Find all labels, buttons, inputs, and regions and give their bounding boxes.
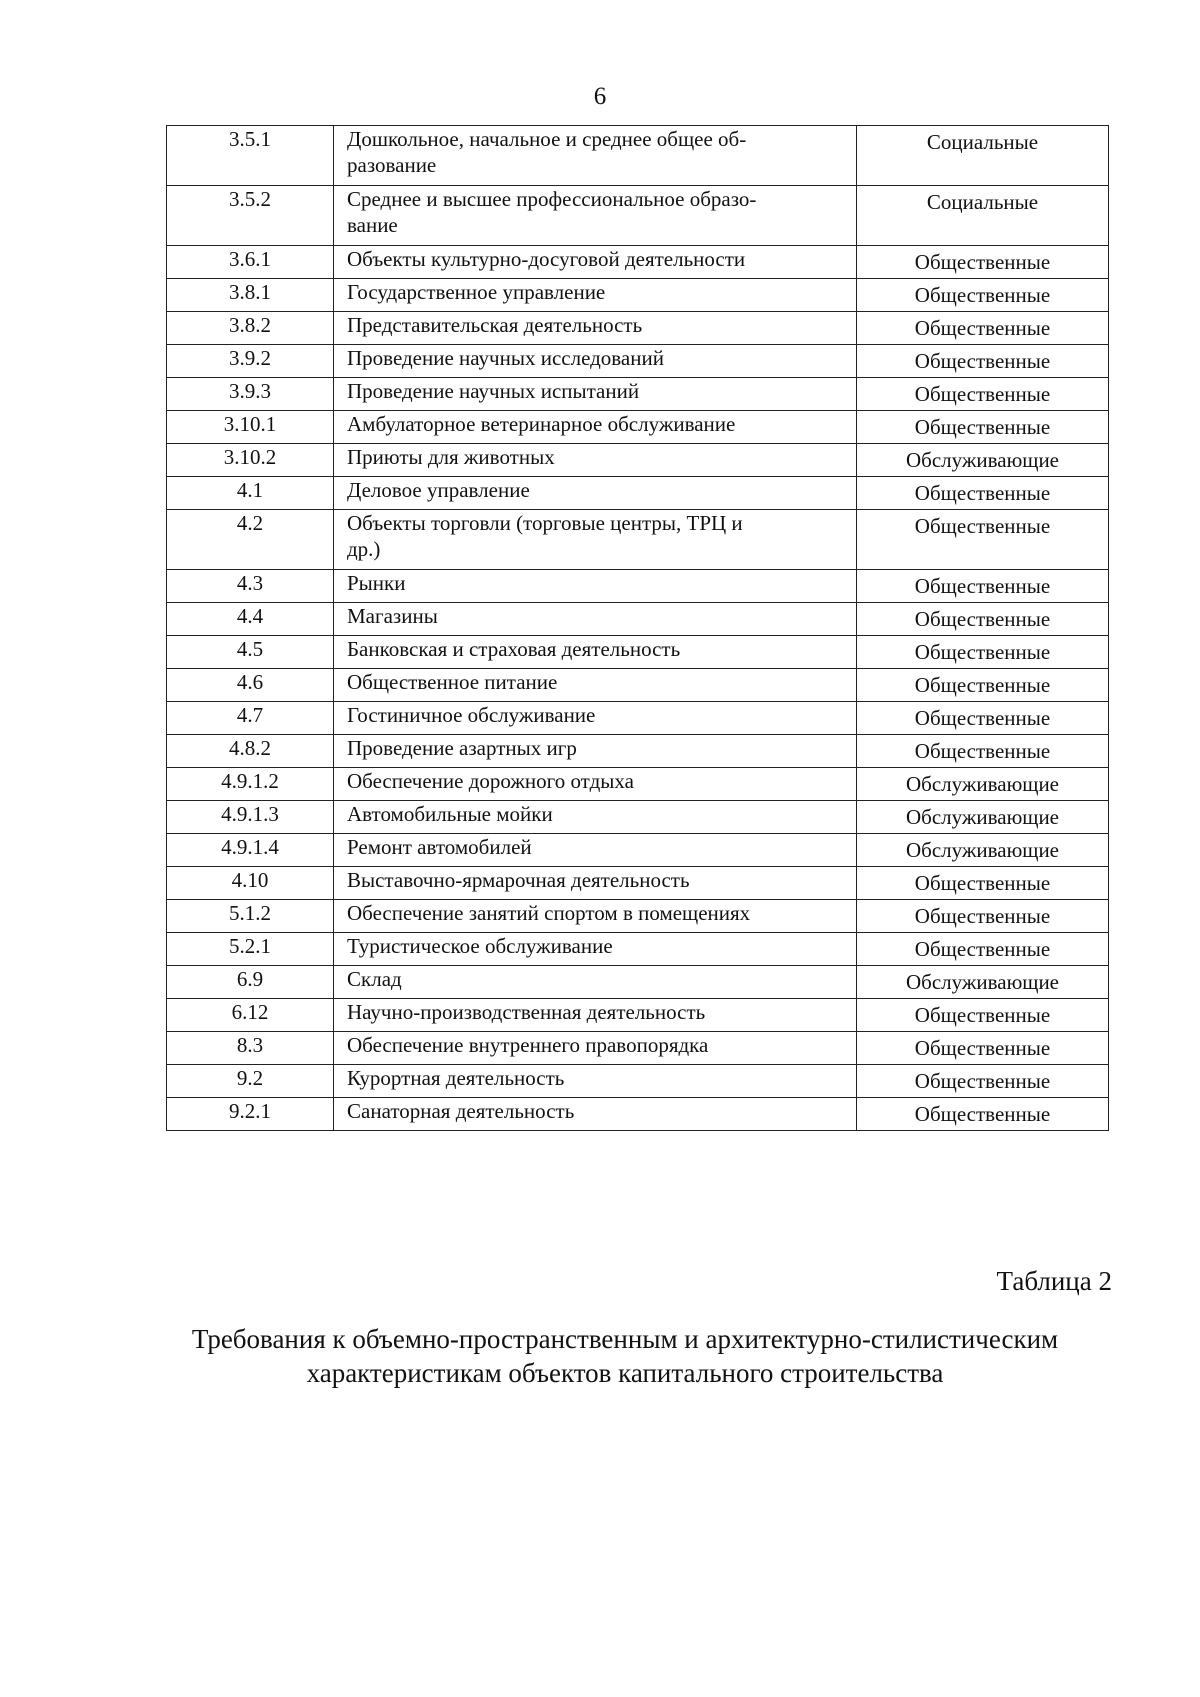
type-cell: Общественные	[857, 900, 1109, 933]
table-2-title	[150, 1322, 1100, 1390]
code-cell: 3.6.1	[167, 246, 334, 279]
land-use-table-body	[167, 126, 1109, 1131]
type-cell: Общественные	[857, 411, 1109, 444]
name-cell: Представительская деятельность	[334, 312, 857, 345]
type-cell: Общественные	[857, 246, 1109, 279]
name-cell: Объекты культурно-досуговой деятельности	[334, 246, 857, 279]
table-row	[167, 444, 1109, 477]
table-row	[167, 1065, 1109, 1098]
table-row	[167, 834, 1109, 867]
name-cell: Научно-производственная деятельность	[334, 999, 857, 1032]
code-cell: 4.9.1.2	[167, 768, 334, 801]
table-row	[167, 933, 1109, 966]
code-cell: 4.9.1.4	[167, 834, 334, 867]
code-cell: 3.9.3	[167, 378, 334, 411]
code-cell: 4.5	[167, 636, 334, 669]
code-cell: 4.2	[167, 510, 334, 570]
name-cell: Санаторная деятельность	[334, 1098, 857, 1131]
code-cell: 5.1.2	[167, 900, 334, 933]
type-cell: Общественные	[857, 735, 1109, 768]
name-cell: Обеспечение дорожного отдыха	[334, 768, 857, 801]
type-cell: Общественные	[857, 312, 1109, 345]
code-cell: 3.5.2	[167, 186, 334, 246]
code-cell: 3.10.1	[167, 411, 334, 444]
table-row	[167, 279, 1109, 312]
table-row	[167, 735, 1109, 768]
code-cell: 8.3	[167, 1032, 334, 1065]
name-cell: Объекты торговли (торговые центры, ТРЦ и др.)	[334, 510, 857, 570]
table-row	[167, 966, 1109, 999]
table-row	[167, 636, 1109, 669]
code-cell: 5.2.1	[167, 933, 334, 966]
table-row	[167, 999, 1109, 1032]
type-cell: Общественные	[857, 867, 1109, 900]
type-cell: Социальные	[857, 186, 1109, 246]
code-cell: 4.9.1.3	[167, 801, 334, 834]
table-2-title-line-1: Требования к объемно-пространственным и архитектурно-стилистическим	[191, 1324, 1059, 1354]
code-cell: 6.9	[167, 966, 334, 999]
table-row	[167, 1032, 1109, 1065]
type-cell: Общественные	[857, 669, 1109, 702]
table-row	[167, 345, 1109, 378]
table-row	[167, 570, 1109, 603]
name-cell: Проведение научных испытаний	[334, 378, 857, 411]
type-cell: Общественные	[857, 378, 1109, 411]
table-row	[167, 1098, 1109, 1131]
table-2-caption: Таблица 2	[996, 1266, 1112, 1296]
table-row	[167, 186, 1109, 246]
type-cell: Обслуживающие	[857, 801, 1109, 834]
type-cell: Общественные	[857, 603, 1109, 636]
type-cell: Общественные	[857, 933, 1109, 966]
code-cell: 3.5.1	[167, 126, 334, 186]
name-cell: Рынки	[334, 570, 857, 603]
type-cell: Общественные	[857, 477, 1109, 510]
table-row	[167, 669, 1109, 702]
table-row	[167, 477, 1109, 510]
name-cell: Автомобильные мойки	[334, 801, 857, 834]
type-cell: Обслуживающие	[857, 444, 1109, 477]
name-cell: Амбулаторное ветеринарное обслуживание	[334, 411, 857, 444]
code-cell: 6.12	[167, 999, 334, 1032]
code-cell: 3.8.1	[167, 279, 334, 312]
code-cell: 4.4	[167, 603, 334, 636]
page-number: 6	[593, 83, 607, 110]
type-cell: Общественные	[857, 1032, 1109, 1065]
name-cell: Обеспечение занятий спортом в помещениях	[334, 900, 857, 933]
name-cell: Государственное управление	[334, 279, 857, 312]
table-row	[167, 411, 1109, 444]
type-cell: Общественные	[857, 570, 1109, 603]
name-cell: Проведение азартных игр	[334, 735, 857, 768]
name-cell: Обеспечение внутреннего правопорядка	[334, 1032, 857, 1065]
type-cell: Общественные	[857, 279, 1109, 312]
table-row	[167, 312, 1109, 345]
table-row	[167, 801, 1109, 834]
name-cell: Проведение научных исследований	[334, 345, 857, 378]
name-cell: Деловое управление	[334, 477, 857, 510]
code-cell: 9.2	[167, 1065, 334, 1098]
code-cell: 3.9.2	[167, 345, 334, 378]
name-cell: Курортная деятельность	[334, 1065, 857, 1098]
table-row	[167, 900, 1109, 933]
type-cell: Обслуживающие	[857, 834, 1109, 867]
table-row	[167, 378, 1109, 411]
type-cell: Общественные	[857, 702, 1109, 735]
code-cell: 4.10	[167, 867, 334, 900]
name-cell: Магазины	[334, 603, 857, 636]
type-cell: Общественные	[857, 1065, 1109, 1098]
type-cell: Общественные	[857, 510, 1109, 570]
type-cell: Общественные	[857, 636, 1109, 669]
name-cell: Туристическое обслуживание	[334, 933, 857, 966]
name-cell: Приюты для животных	[334, 444, 857, 477]
name-cell: Ремонт автомобилей	[334, 834, 857, 867]
table-2-title-line-2: характеристикам объектов капитального строительства	[306, 1358, 944, 1388]
code-cell: 4.6	[167, 669, 334, 702]
table-row	[167, 768, 1109, 801]
name-cell: Дошкольное, начальное и среднее общее об- разование	[334, 126, 857, 186]
code-cell: 3.8.2	[167, 312, 334, 345]
table-row	[167, 126, 1109, 186]
type-cell: Общественные	[857, 999, 1109, 1032]
type-cell: Обслуживающие	[857, 966, 1109, 999]
type-cell: Обслуживающие	[857, 768, 1109, 801]
code-cell: 4.7	[167, 702, 334, 735]
code-cell: 4.1	[167, 477, 334, 510]
code-cell: 9.2.1	[167, 1098, 334, 1131]
table-row	[167, 867, 1109, 900]
land-use-table	[166, 125, 1109, 1131]
code-cell: 4.8.2	[167, 735, 334, 768]
code-cell: 3.10.2	[167, 444, 334, 477]
type-cell: Общественные	[857, 345, 1109, 378]
name-cell: Банковская и страховая деятельность	[334, 636, 857, 669]
type-cell: Социальные	[857, 126, 1109, 186]
name-cell: Общественное питание	[334, 669, 857, 702]
type-cell: Общественные	[857, 1098, 1109, 1131]
table-row	[167, 246, 1109, 279]
name-cell: Выставочно-ярмарочная деятельность	[334, 867, 857, 900]
table-row	[167, 603, 1109, 636]
code-cell: 4.3	[167, 570, 334, 603]
name-cell: Среднее и высшее профессиональное образо- вание	[334, 186, 857, 246]
table-row	[167, 510, 1109, 570]
name-cell: Склад	[334, 966, 857, 999]
name-cell: Гостиничное обслуживание	[334, 702, 857, 735]
table-row	[167, 702, 1109, 735]
